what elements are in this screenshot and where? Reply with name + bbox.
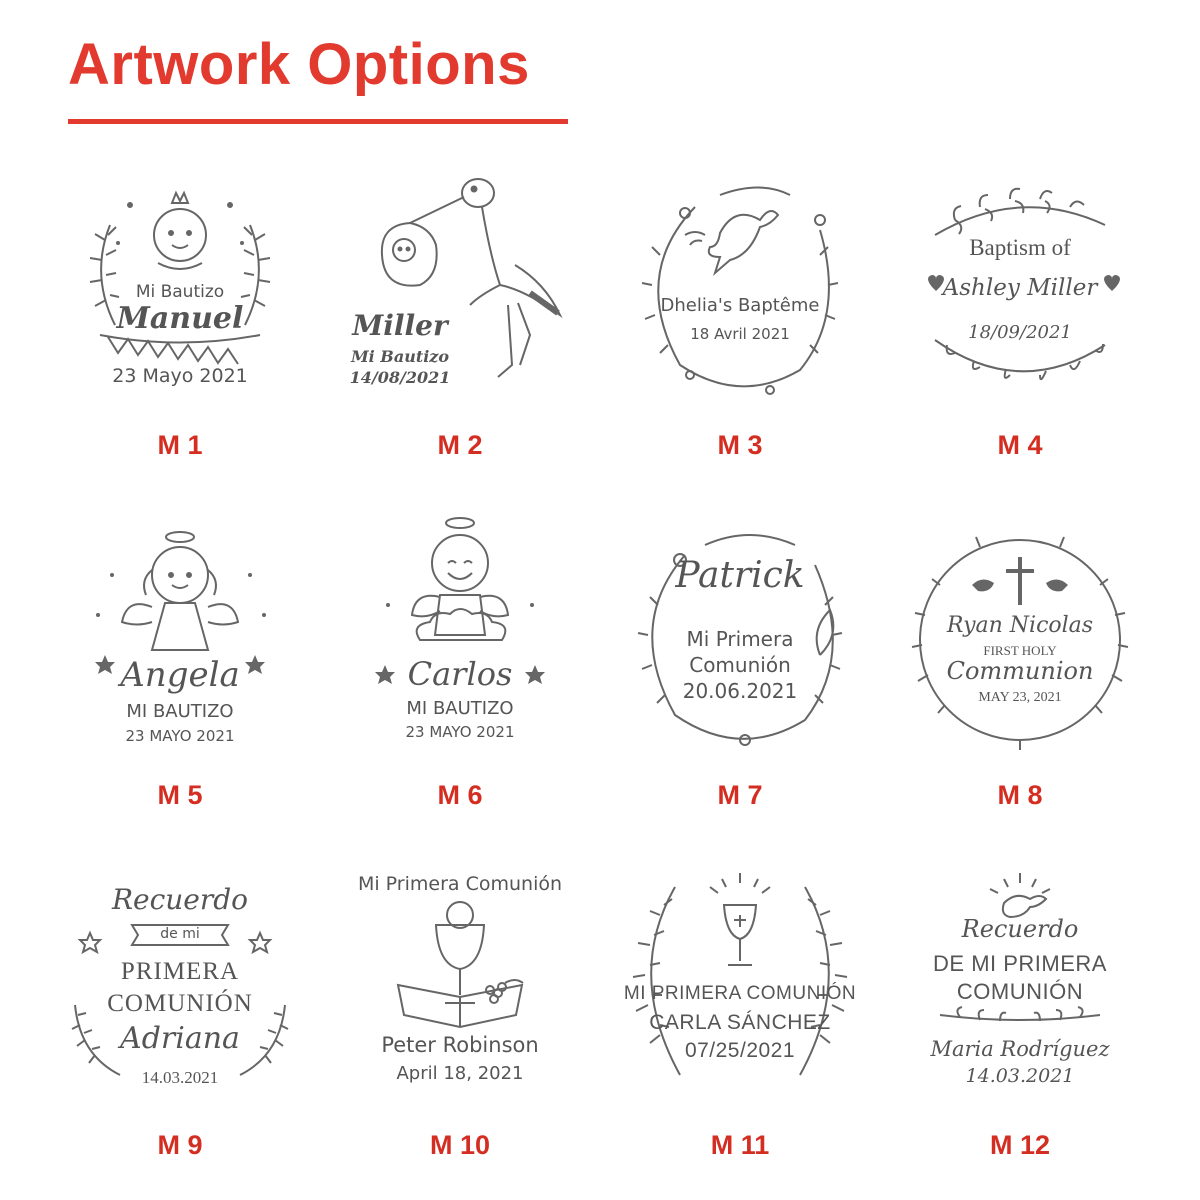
line-name: Carlos bbox=[407, 655, 513, 693]
line-name: Adriana bbox=[120, 1021, 240, 1056]
line-mi-bautizo: Mi Bautizo bbox=[350, 347, 450, 366]
line-date: 23 Mayo 2021 bbox=[112, 365, 248, 387]
line-comunion: COMUNIÓN bbox=[107, 990, 253, 1017]
artwork-option-m3[interactable] bbox=[620, 165, 860, 460]
line-name: CARLA SÁNCHEZ bbox=[649, 1011, 831, 1034]
artwork-option-m11[interactable] bbox=[620, 865, 860, 1160]
recuerdo-banner-artwork bbox=[60, 865, 300, 1105]
line-date: 14.03.2021 bbox=[141, 1068, 219, 1087]
option-label: M 8 bbox=[997, 780, 1043, 810]
chalice-bible-artwork bbox=[340, 865, 580, 1105]
line-primera: PRIMERA bbox=[120, 958, 240, 985]
stork-artwork bbox=[340, 165, 580, 405]
branch-top-icon bbox=[935, 189, 1105, 235]
line-de-mi-primera: DE MI PRIMERA bbox=[933, 951, 1107, 976]
page-title: Artwork Options bbox=[68, 32, 530, 97]
angel-boy-artwork bbox=[340, 515, 580, 755]
artwork-option-m9[interactable] bbox=[60, 865, 300, 1160]
option-label: M 2 bbox=[437, 430, 483, 460]
branch-divider-icon bbox=[940, 1007, 1100, 1021]
option-label: M 7 bbox=[717, 780, 763, 810]
cross-icon bbox=[1006, 557, 1034, 605]
line-mi-primera-comunion: MI PRIMERA COMUNIÓN bbox=[623, 983, 857, 1004]
leaf-branches-artwork bbox=[900, 165, 1140, 405]
option-label: M 9 bbox=[157, 1130, 203, 1160]
line-name: Ashley Miller bbox=[942, 275, 1098, 301]
dove-icon bbox=[685, 211, 778, 273]
artwork-option-m1[interactable] bbox=[60, 165, 300, 460]
line-date: April 18, 2021 bbox=[396, 1063, 524, 1084]
cross-wreath-artwork bbox=[900, 515, 1140, 755]
line-date: 23 MAYO 2021 bbox=[125, 727, 235, 745]
angel-girl-icon bbox=[122, 532, 238, 650]
baby-bundle-icon bbox=[382, 223, 437, 286]
dove-icon bbox=[990, 873, 1050, 917]
line-date: 18 Avril 2021 bbox=[690, 325, 790, 343]
line-name: Maria Rodríguez bbox=[930, 1037, 1110, 1061]
option-label: M 5 bbox=[157, 780, 203, 810]
line-comunion: Comunión bbox=[689, 653, 791, 677]
line-first-holy: FIRST HOLY bbox=[983, 643, 1057, 658]
option-label: M 6 bbox=[437, 780, 483, 810]
line-mi-bautizo: Mi Bautizo bbox=[135, 282, 225, 302]
chalice-laurel-artwork bbox=[620, 865, 860, 1105]
line-date: MAY 23, 2021 bbox=[978, 690, 1062, 705]
branch-bottom-icon bbox=[935, 340, 1105, 379]
artwork-option-m5[interactable] bbox=[60, 515, 300, 810]
line-name: Patrick bbox=[675, 555, 805, 596]
line-date: 23 MAYO 2021 bbox=[405, 723, 515, 741]
option-label: M 10 bbox=[429, 1130, 491, 1160]
wreath-icon bbox=[642, 188, 838, 395]
line-recuerdo: Recuerdo bbox=[111, 883, 249, 916]
angel-boy-icon bbox=[412, 518, 508, 640]
line-name: Manuel bbox=[116, 301, 244, 336]
line-name: Angela bbox=[120, 655, 240, 695]
line-mi-bautizo: MI BAUTIZO bbox=[406, 698, 514, 719]
option-label: M 1 bbox=[157, 430, 203, 460]
line-arched-title: Mi Primera Comunión bbox=[357, 873, 563, 895]
line-date: 20.06.2021 bbox=[682, 679, 798, 703]
option-label: M 12 bbox=[989, 1130, 1051, 1160]
artwork-option-m12[interactable] bbox=[900, 865, 1140, 1160]
line-recuerdo: Recuerdo bbox=[961, 915, 1079, 943]
artwork-option-m4[interactable] bbox=[900, 165, 1140, 460]
option-label: M 11 bbox=[710, 1130, 770, 1160]
artwork-option-m2[interactable] bbox=[340, 165, 580, 460]
angel-girl-artwork bbox=[60, 515, 300, 755]
floral-wreath-artwork bbox=[620, 515, 860, 755]
line-date: 18/09/2021 bbox=[968, 322, 1072, 343]
line-baptism-of: Baptism of bbox=[969, 235, 1071, 260]
line-date: 14.03.2021 bbox=[965, 1065, 1075, 1087]
line-mi-primera: Mi Primera bbox=[686, 627, 794, 651]
line-comunion: COMUNIÓN bbox=[956, 979, 1084, 1004]
baby-face-icon bbox=[154, 193, 206, 269]
artwork-option-m7[interactable] bbox=[620, 515, 860, 810]
artwork-option-m8[interactable] bbox=[900, 515, 1140, 810]
option-label: M 3 bbox=[717, 430, 763, 460]
chalice-icon bbox=[710, 873, 770, 965]
dove-recuerdo-artwork bbox=[900, 865, 1140, 1105]
line-date: 14/08/2021 bbox=[349, 368, 451, 387]
dove-wreath-artwork bbox=[620, 165, 860, 405]
baby-laurel-artwork bbox=[60, 165, 300, 405]
line-mi-bautizo: MI BAUTIZO bbox=[126, 701, 234, 722]
line-name: Ryan Nicolas bbox=[946, 613, 1094, 638]
bunting-icon bbox=[100, 335, 260, 364]
artwork-option-m10[interactable] bbox=[340, 865, 580, 1160]
line-name: Miller bbox=[352, 309, 448, 342]
line-date: 07/25/2021 bbox=[684, 1039, 796, 1062]
title-underline bbox=[68, 119, 568, 124]
chalice-icon bbox=[436, 902, 484, 1003]
line-name: Dhelia's Baptême bbox=[660, 295, 820, 316]
artwork-option-m6[interactable] bbox=[340, 515, 580, 810]
line-name: Peter Robinson bbox=[381, 1033, 539, 1057]
line-de-mi: de mi bbox=[160, 926, 200, 942]
option-label: M 4 bbox=[997, 430, 1043, 460]
line-communion: Communion bbox=[946, 657, 1094, 685]
